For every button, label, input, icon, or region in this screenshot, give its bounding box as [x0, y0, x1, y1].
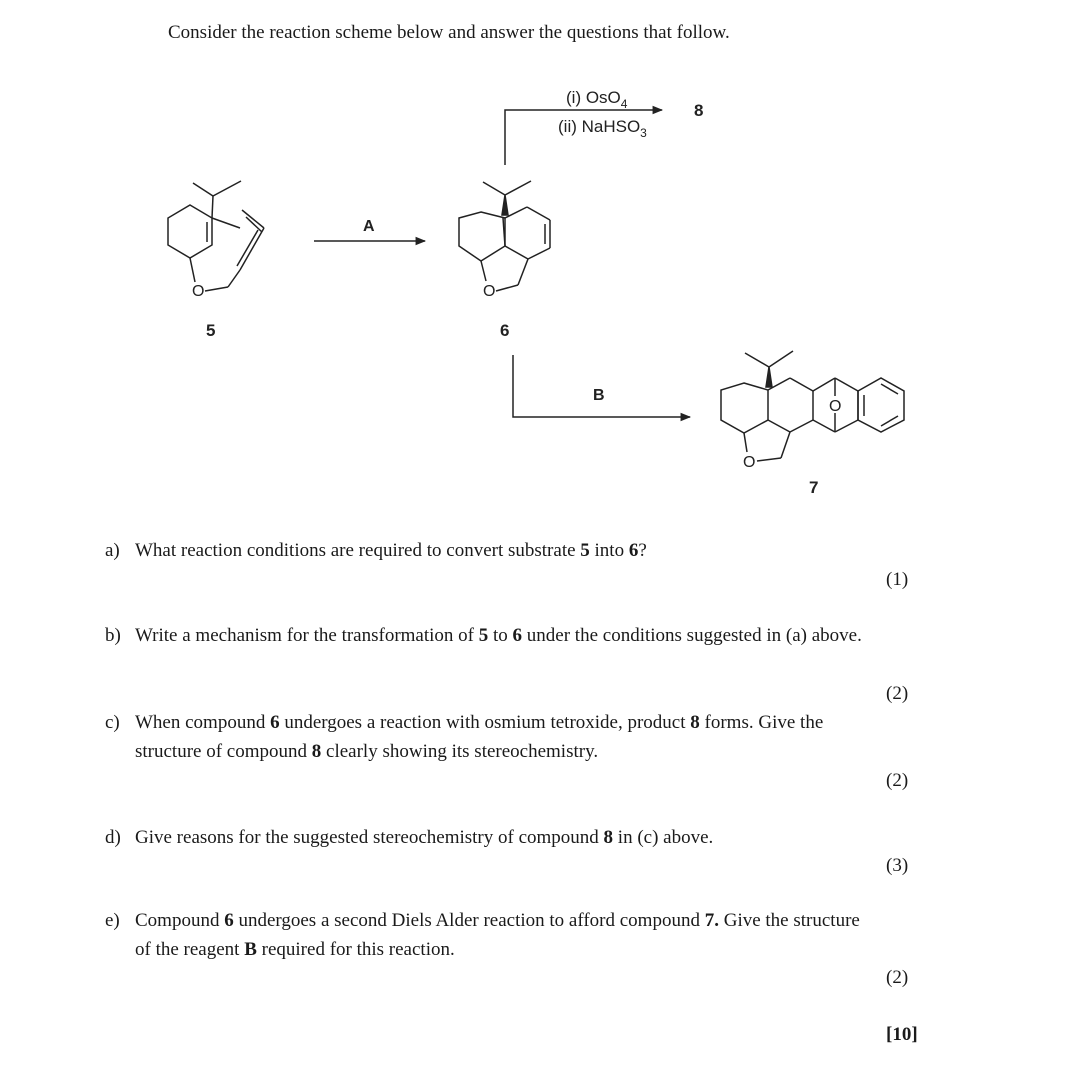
marks-d: (3) [886, 855, 909, 876]
reaction-scheme [0, 0, 1080, 520]
question-text: undergoes a second Diels Alder reaction to afford compound [233, 910, 705, 931]
intro-text: Consider the reaction scheme below and answer the questions that follow. [168, 22, 730, 43]
question-text: Write a mechanism for the transformation of [135, 625, 479, 646]
reagent-B-label: B [593, 387, 605, 404]
compound-ref: 7. [704, 910, 719, 931]
question-text: of the reagent [135, 939, 245, 960]
compound-ref: 5 [478, 625, 489, 646]
question-a [105, 536, 647, 565]
compound-ref: B [244, 939, 257, 960]
compound-ref: 5 [580, 540, 590, 561]
question-letter: b) [105, 625, 121, 646]
compound-ref: 8 [311, 741, 322, 762]
marks-e: (2) [886, 967, 909, 988]
total-marks: [10] [886, 1024, 918, 1045]
compound-ref: 6 [270, 712, 280, 733]
compound-7-structure [721, 351, 904, 461]
oxygen-atom-6: O [483, 283, 496, 300]
question-text: Compound [135, 910, 225, 931]
question-text: into [589, 540, 629, 561]
oxygen-atom-7-bridge: O [829, 398, 842, 415]
question-text: structure of compound [135, 741, 312, 762]
question-e [105, 906, 860, 960]
question-letter: d) [105, 827, 121, 848]
question-d [105, 823, 714, 852]
question-letter: c) [105, 712, 120, 733]
question-text: to [488, 625, 513, 646]
compound-ref: 8 [603, 827, 614, 848]
question-text: under the conditions suggested in (a) above. [522, 625, 862, 646]
question-text: clearly showing its stereochemistry. [321, 741, 599, 762]
question-text: ? [638, 540, 647, 561]
compound-5-label: 5 [206, 321, 216, 340]
oxygen-atom-5: O [192, 283, 205, 300]
compound-ref: 6 [224, 910, 234, 931]
compound-ref: 8 [690, 712, 700, 733]
reagent-nahso3: (ii) NaHSO$_3$ [558, 117, 647, 140]
question-text: When compound [135, 712, 271, 733]
question-text: What reaction conditions are required to convert substrate [135, 540, 581, 561]
question-letter: e) [105, 910, 120, 931]
marks-c: (2) [886, 770, 909, 791]
compound-6-label: 6 [500, 321, 510, 340]
compound-ref: 6 [512, 625, 523, 646]
question-text: required for this reaction. [256, 939, 455, 960]
product-8-label: 8 [694, 101, 704, 120]
marks-a: (1) [886, 569, 909, 590]
question-text: Give the structure [718, 910, 860, 931]
question-text: undergoes a reaction with osmium tetroxide, product [279, 712, 691, 733]
question-b [105, 621, 862, 650]
question-c [105, 708, 824, 762]
question-text: Give reasons for the suggested stereochemistry of compound [135, 827, 604, 848]
question-text: forms. Give the [699, 712, 824, 733]
question-letter: a) [105, 540, 120, 561]
compound-5-structure [168, 181, 264, 291]
compound-ref: 6 [628, 540, 639, 561]
oxygen-atom-7-thf: O [743, 454, 756, 471]
compound-7-label: 7 [809, 478, 819, 497]
reagent-osO4: (i) OsO$_4$ [566, 88, 628, 111]
reagent-A-label: A [363, 218, 375, 235]
marks-b: (2) [886, 683, 909, 704]
question-text: in (c) above. [613, 827, 714, 848]
compound-6-structure [459, 181, 550, 291]
